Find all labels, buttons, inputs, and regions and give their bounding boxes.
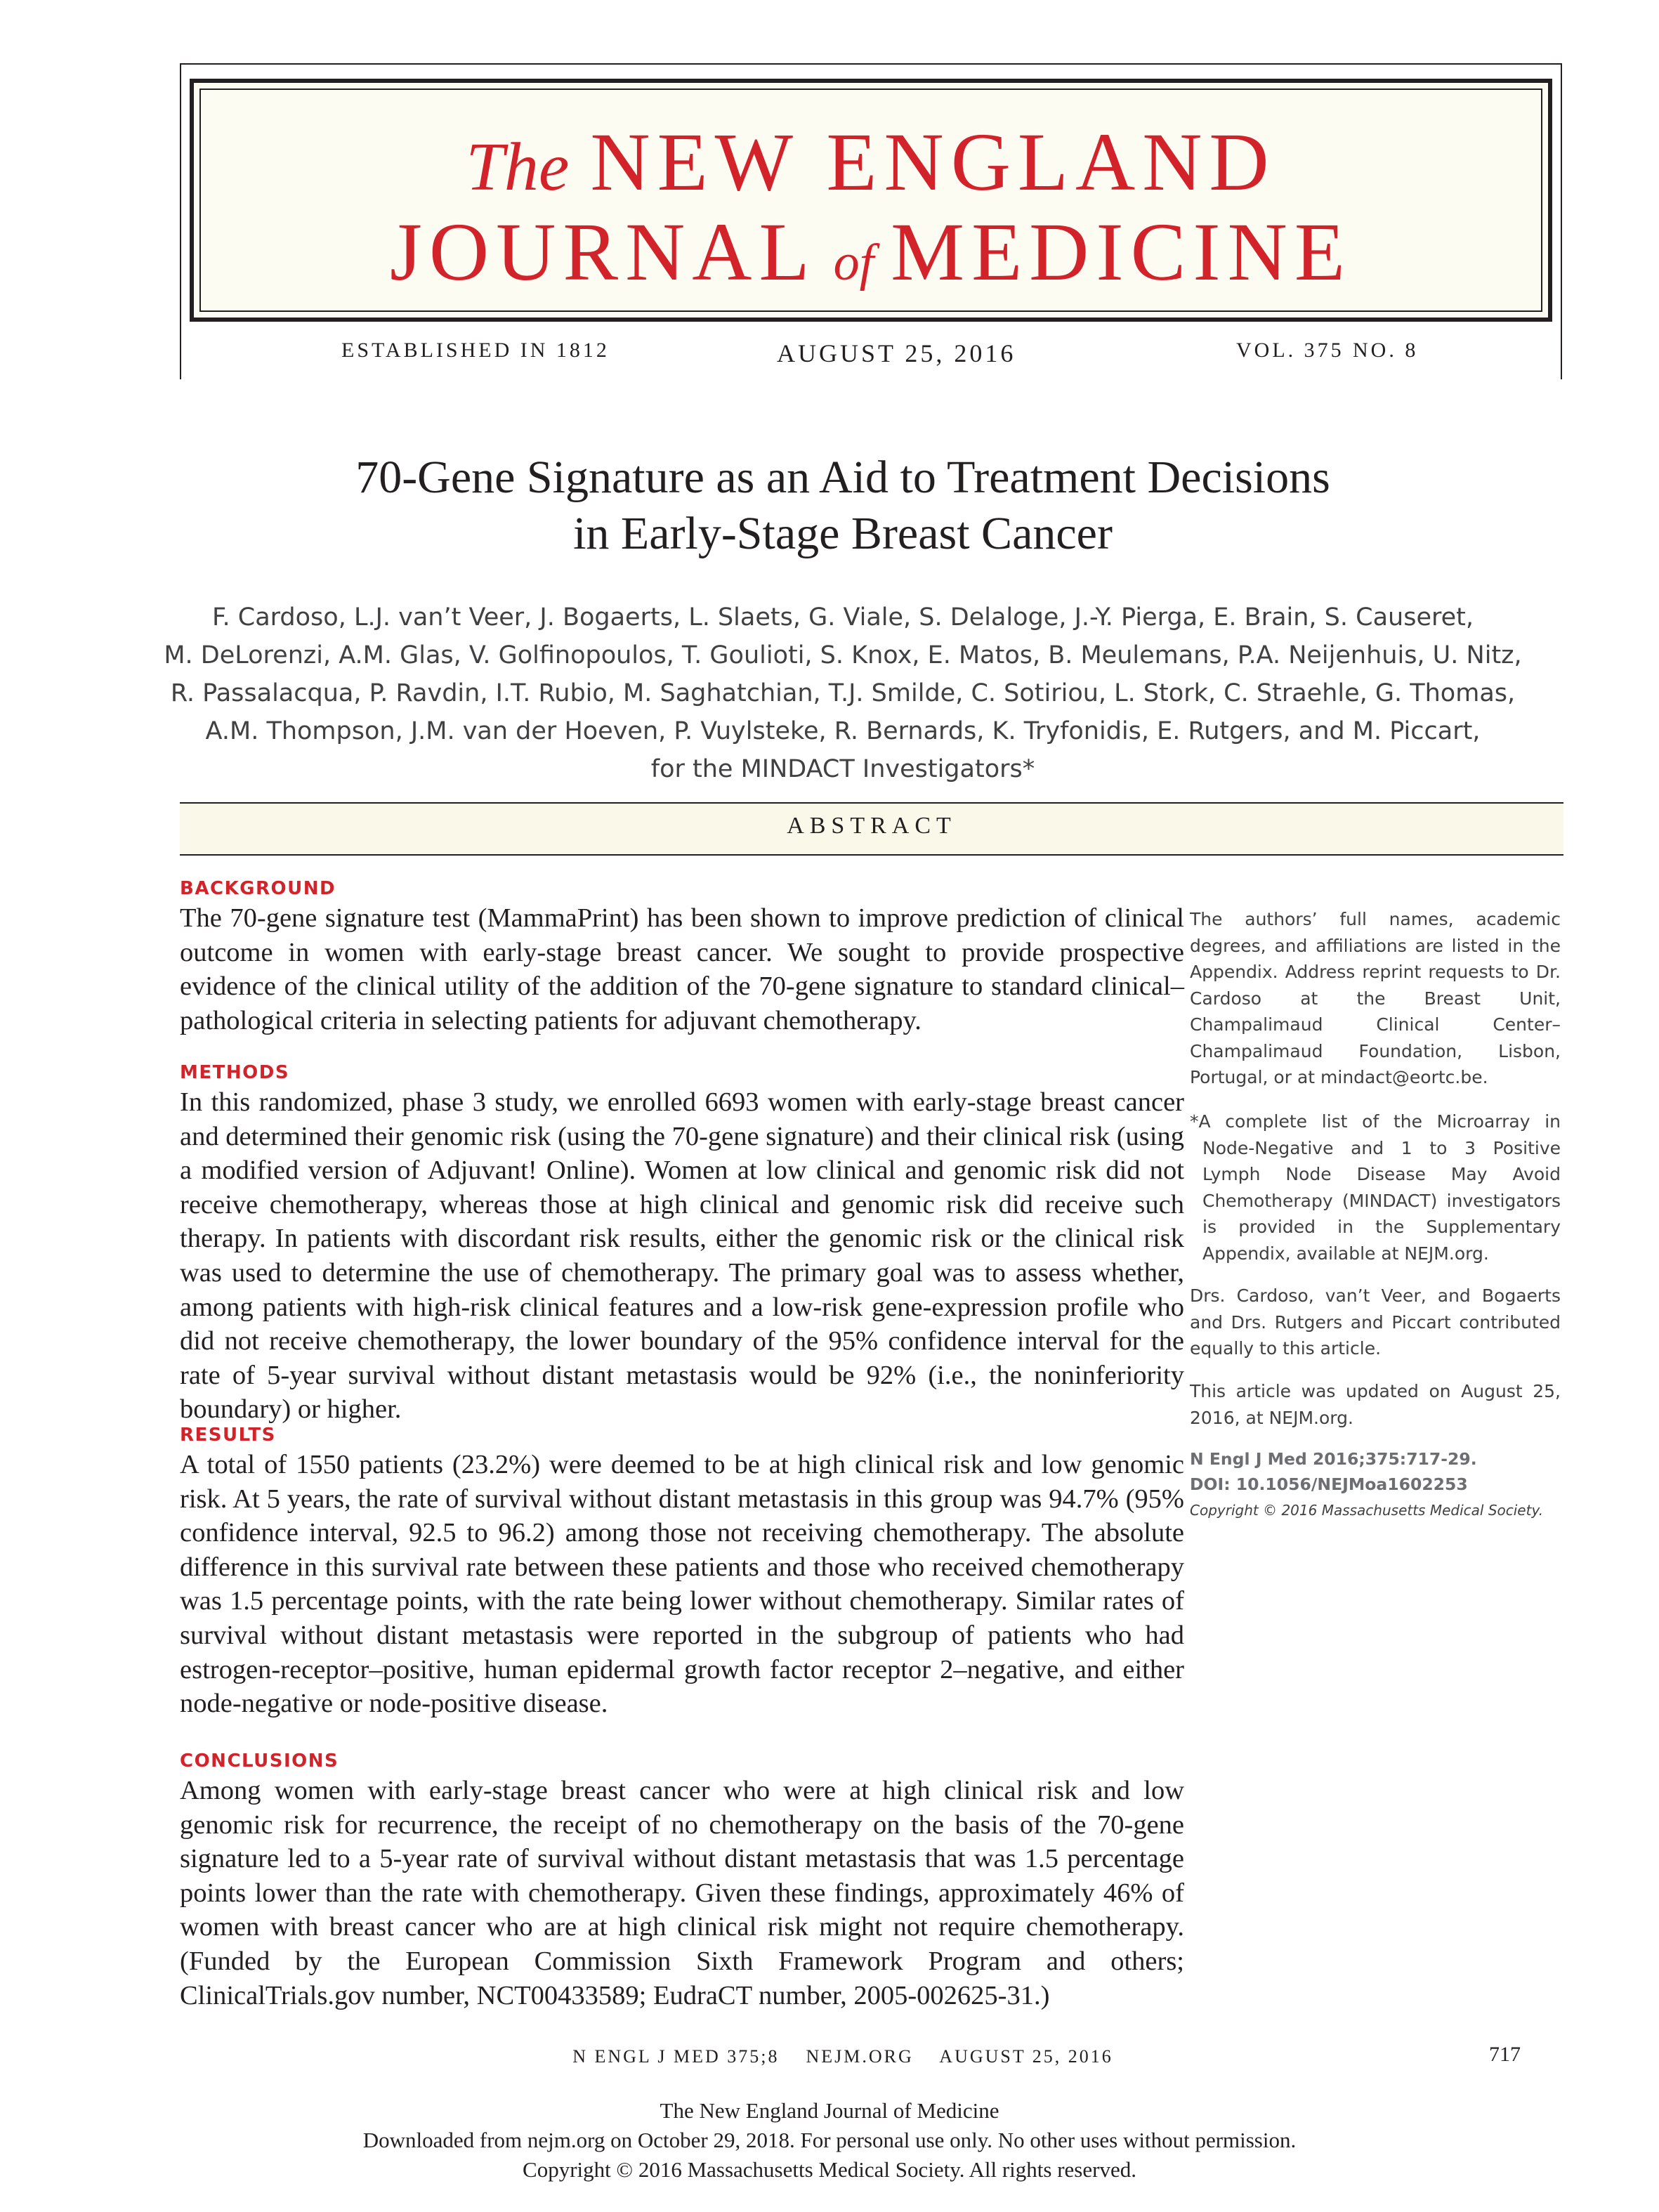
article-title [211,450,1475,562]
author-line: R. Passalacqua, P. Ravdin, I.T. Rubio, M. Saghatchian, T.J. Smilde, C. Sotiriou, L. Stork, C. Straehle, G. Thomas, [170,679,1516,707]
results-text: A total of 1550 patients (23.2%) were deemed to be at high clinical risk and low genomic risk. At 5 years, the rate of survival without distant metastasis in this group was 94.7% (95% confidence interval, 92.5 to 96.2) among those not receiving chemotherapy. The absolute difference in this survival rate between these patients and those who received chemotherapy was 1.5 percentage points, with the rate being lower without chemotherapy. Similar rates of survival without distant metastasis were reported in the subgroup of patients who had estrogen-receptor–positive, human epidermal growth factor receptor 2–negative, and either node-negative or node-positive disease. [180,1450,1184,1719]
sidebar-equal-contribution: Drs. Cardoso, van’t Veer, and Bogaerts and Drs. Rutgers and Piccart contributed equally to this article. [1190,1285,1561,1359]
download-notice: Downloaded from nejm.org on October 29, 2018. For personal use only. No other uses without permission. [362,2128,1297,2152]
conclusions-text: Among women with early-stage breast cancer who were at high clinical risk and low genomic risk for recurrence, the receipt of no chemotherapy on the basis of the 70-gene signature led to a 5-year rate of survival without distant metastasis that was 1.5 percentage points lower than the rate with chemotherapy. Given these findings, approximately 46% of women with breast cancer who are at high clinical risk might not require chemotherapy. (Funded by the European Commission Sixth Framework Program and others; ClinicalTrials.gov number, NCT00433589; EudraCT number, 2005-002625-31.) [180,1776,1184,2010]
issue-number: NO. 8 [1353,339,1419,362]
sidebar-affiliations: The authors’ full names, academic degrees, and affiliations are listed in the Appendix. Address reprint requests to Dr. Cardoso at the Breast Unit, Champalimaud Clinical Center–Champalimaud Foundation, Lisbon, Portugal, or at mindact@eortc.be. [1190,909,1561,1087]
background-heading: BACKGROUND [180,878,336,899]
established-text: ESTABLISHED IN 1812 [341,339,610,362]
abstract-label: ABSTRACT [787,813,957,839]
journal-title-journal: JOURNAL [390,206,817,298]
background-text: The 70-gene signature test (MammaPrint) has been shown to improve prediction of clinical outcome in women with early-stage breast cancer. We sought to provide prospective evidence of the clinical utility of the addition of the 70-gene signature to standard clinical–pathological criteria in selecting patients for adjuvant chemotherapy. [180,903,1184,1035]
masthead-rule-left [180,63,181,379]
methods-heading: METHODS [180,1062,290,1083]
page-number: 717 [1489,2043,1521,2066]
author-line: A.M. Thompson, J.M. van der Hoeven, P. Vuylsteke, R. Bernards, K. Tryfonidis, E. Rutgers, and M. Piccart, [205,717,1481,745]
journal-title-medicine: MEDICINE [891,206,1352,298]
article-title-line1: 70-Gene Signature as an Aid to Treatment Decisions [355,452,1330,503]
journal-title-line2 [190,206,1552,298]
results-heading: RESULTS [180,1425,276,1446]
conclusions-heading: CONCLUSIONS [180,1750,339,1772]
masthead-rule-top [180,63,1562,65]
sidebar-investigators-note: *A complete list of the Microarray in Node-Negative and 1 to 3 Positive Lymph Node Disease May Avoid Chemotherapy (MINDACT) investigators is provided in the Supplementary Appendix, available at NEJM.org. [1190,1111,1561,1264]
author-list [140,598,1545,788]
journal-title-the: The [466,129,570,205]
volume-text: VOL. 375 [1236,339,1344,362]
download-copyright: Copyright © 2016 Massachusetts Medical Society. All rights reserved. [523,2157,1136,2182]
download-journal-name: The New England Journal of Medicine [660,2098,999,2123]
doi: DOI: 10.1056/NEJMoa1602253 [1190,1474,1468,1494]
running-footer: N ENGL J MED 375;8 NEJM.ORG AUGUST 25, 2016 [572,2046,1113,2067]
journal-title-line1 [190,116,1552,208]
journal-title-new-england: NEW ENGLAND [590,116,1276,208]
methods-text: In this randomized, phase 3 study, we enrolled 6693 women with early-stage breast cancer and determined their genomic risk (using the 70-gene signature) and their clinical risk (using a modified version of Adjuvant! Online). Women at low clinical and genomic risk did not receive chemotherapy, whereas those at high clinical and genomic risk did receive such therapy. In patients with discordant risk results, either the genomic risk or the clinical risk was used to determine the use of chemotherapy. The primary goal was to assess whether, among patients with high-risk clinical features and a low-risk gene-expression profile who did not receive chemotherapy, the lower boundary of the 95% confidence interval for the rate of 5-year survival without distant metastasis would be 92% (i.e., the noninferiority boundary) or higher. [180,1087,1184,1425]
journal-title-of: of [833,234,874,292]
author-line: for the MINDACT Investigators* [650,755,1035,783]
sidebar-update-note: This article was updated on August 25, 2016, at NEJM.org. [1190,1381,1561,1428]
masthead-rule-right [1561,63,1562,379]
issue-date: AUGUST 25, 2016 [777,339,1016,367]
article-title-line2: in Early-Stage Breast Cancer [573,508,1113,559]
author-line: F. Cardoso, L.J. van’t Veer, J. Bogaerts, L. Slaets, G. Viale, S. Delaloge, J.-Y. Pierga, E. Brain, S. Causeret, [212,603,1474,631]
author-line: M. DeLorenzi, A.M. Glas, V. Golfinopoulos, T. Goulioti, S. Knox, E. Matos, B. Meulemans, P.A. Neijenhuis, U. Nitz, [164,641,1522,669]
citation: N Engl J Med 2016;375:717-29. [1190,1449,1477,1469]
sidebar-copyright: Copyright © 2016 Massachusetts Medical Society. [1190,1502,1544,1519]
